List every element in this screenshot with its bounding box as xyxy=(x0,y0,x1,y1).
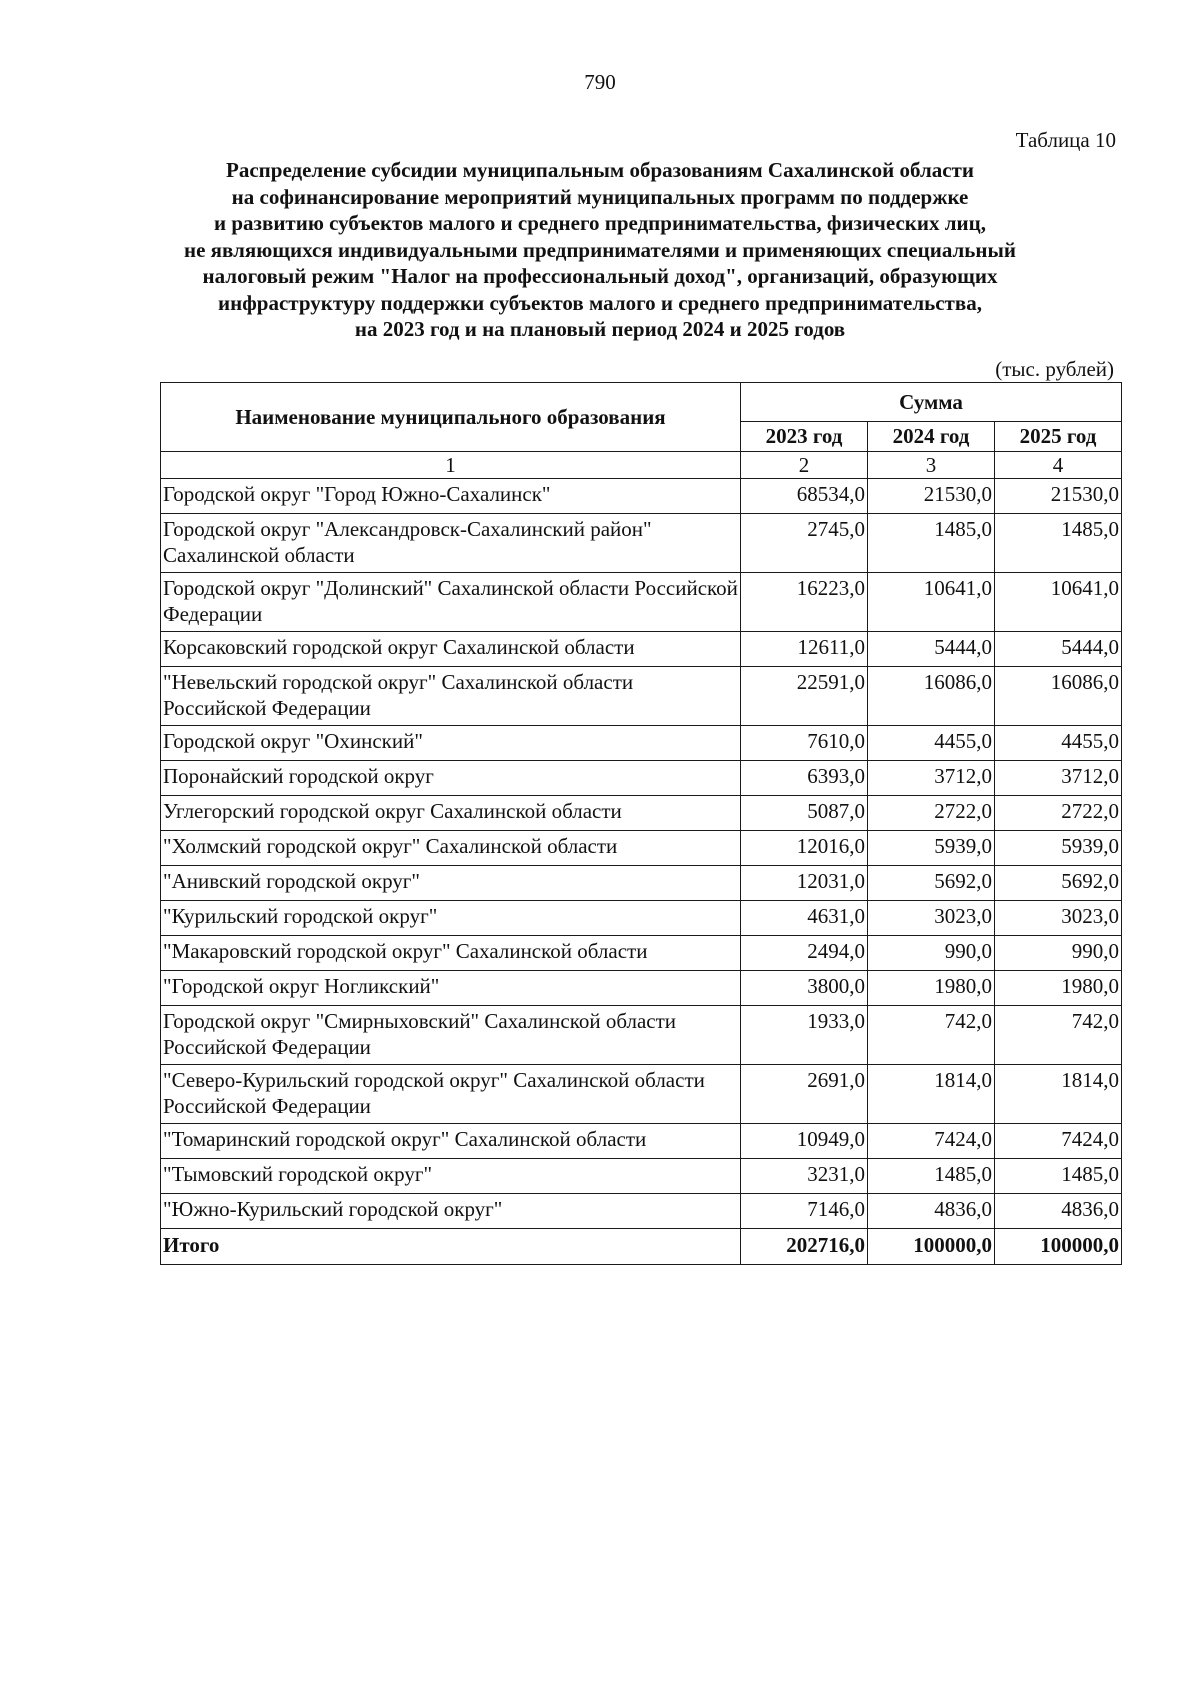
table-row xyxy=(161,1006,1122,1065)
subsidy-table xyxy=(160,382,1122,1265)
municipality-name: Поронайский городской округ xyxy=(161,761,741,796)
amount-2025: 5939,0 xyxy=(995,831,1122,866)
table-number: Таблица 10 xyxy=(1015,128,1116,152)
municipality-name: "Томаринский городской округ" Сахалинской области xyxy=(161,1124,741,1159)
column-index: 2 xyxy=(741,452,868,479)
amount-2023: 12611,0 xyxy=(741,632,868,667)
amount-2024: 3712,0 xyxy=(868,761,995,796)
amount-2023: 3800,0 xyxy=(741,971,868,1006)
amount-2024: 16086,0 xyxy=(868,667,995,726)
amount-2023: 3231,0 xyxy=(741,1159,868,1194)
amount-2024: 1980,0 xyxy=(868,971,995,1006)
amount-2023: 6393,0 xyxy=(741,761,868,796)
amount-2025: 4836,0 xyxy=(995,1194,1122,1229)
title-line: налоговый режим "Налог на профессиональный доход", организаций, образующих xyxy=(202,264,998,288)
title-line: на 2023 год и на плановый период 2024 и 2025 годов xyxy=(354,317,846,341)
municipality-name: "Городской округ Ногликский" xyxy=(161,971,741,1006)
amount-2023: 2494,0 xyxy=(741,936,868,971)
column-index: 3 xyxy=(868,452,995,479)
municipality-name: Корсаковский городской округ Сахалинской области xyxy=(161,632,741,667)
amount-2025: 1485,0 xyxy=(995,514,1122,573)
total-label: Итого xyxy=(161,1229,741,1265)
table-row xyxy=(161,667,1122,726)
municipality-name: "Тымовский городской округ" xyxy=(161,1159,741,1194)
amount-2023: 2691,0 xyxy=(741,1065,868,1124)
table-row xyxy=(161,1065,1122,1124)
table-row xyxy=(161,796,1122,831)
municipality-name: "Южно-Курильский городской округ" xyxy=(161,1194,741,1229)
amount-2025: 3712,0 xyxy=(995,761,1122,796)
amount-2024: 742,0 xyxy=(868,1006,995,1065)
table-row xyxy=(161,761,1122,796)
table-row xyxy=(161,1124,1122,1159)
table-row xyxy=(161,971,1122,1006)
amount-2025: 7424,0 xyxy=(995,1124,1122,1159)
municipality-name: "Курильский городской округ" xyxy=(161,901,741,936)
units-label: (тыс. рублей) xyxy=(995,357,1114,381)
table-row xyxy=(161,1159,1122,1194)
municipality-name: Городской округ "Александровск-Сахалинский район" Сахалинской области xyxy=(161,514,741,573)
table-row xyxy=(161,866,1122,901)
amount-2024: 5444,0 xyxy=(868,632,995,667)
total-2025: 100000,0 xyxy=(995,1229,1122,1265)
amount-2025: 3023,0 xyxy=(995,901,1122,936)
table-row xyxy=(161,514,1122,573)
amount-2024: 5692,0 xyxy=(868,866,995,901)
amount-2023: 12016,0 xyxy=(741,831,868,866)
amount-2025: 1980,0 xyxy=(995,971,1122,1006)
amount-2025: 21530,0 xyxy=(995,479,1122,514)
amount-2025: 5444,0 xyxy=(995,632,1122,667)
amount-2024: 5939,0 xyxy=(868,831,995,866)
municipality-name: Городской округ "Смирныховский" Сахалинской области Российской Федерации xyxy=(161,1006,741,1065)
amount-2025: 990,0 xyxy=(995,936,1122,971)
header-sum: Сумма xyxy=(741,383,1122,422)
amount-2025: 742,0 xyxy=(995,1006,1122,1065)
amount-2023: 16223,0 xyxy=(741,573,868,632)
amount-2024: 7424,0 xyxy=(868,1124,995,1159)
amount-2024: 1485,0 xyxy=(868,514,995,573)
title-line: не являющихся индивидуальными предпринимателями и применяющих специальный xyxy=(184,237,1016,262)
table-row xyxy=(161,901,1122,936)
amount-2025: 10641,0 xyxy=(995,573,1122,632)
table-row xyxy=(161,1194,1122,1229)
header-year-2023: 2023 год xyxy=(741,421,868,451)
amount-2023: 68534,0 xyxy=(741,479,868,514)
amount-2023: 22591,0 xyxy=(741,667,868,726)
title-line: на софинансирование мероприятий муниципальных программ по поддержке xyxy=(231,184,969,209)
total-row xyxy=(161,1229,1122,1265)
amount-2023: 5087,0 xyxy=(741,796,868,831)
municipality-name: Городской округ "Город Южно-Сахалинск" xyxy=(161,479,741,514)
amount-2024: 3023,0 xyxy=(868,901,995,936)
amount-2024: 2722,0 xyxy=(868,796,995,831)
header-year-2024: 2024 год xyxy=(868,421,995,451)
amount-2023: 12031,0 xyxy=(741,866,868,901)
total-2024: 100000,0 xyxy=(868,1229,995,1265)
table-row xyxy=(161,573,1122,632)
document-title xyxy=(100,157,1100,343)
table-row xyxy=(161,831,1122,866)
amount-2024: 4455,0 xyxy=(868,726,995,761)
amount-2025: 2722,0 xyxy=(995,796,1122,831)
amount-2023: 1933,0 xyxy=(741,1006,868,1065)
title-line: Распределение субсидии муниципальным образованиям Сахалинской области xyxy=(226,158,974,182)
amount-2023: 2745,0 xyxy=(741,514,868,573)
header-municipality: Наименование муниципального образования xyxy=(161,383,741,452)
amount-2024: 990,0 xyxy=(868,936,995,971)
amount-2024: 4836,0 xyxy=(868,1194,995,1229)
title-line: инфраструктуру поддержки субъектов малого и среднего предпринимательства, xyxy=(218,290,982,315)
column-index: 4 xyxy=(995,452,1122,479)
amount-2024: 1485,0 xyxy=(868,1159,995,1194)
municipality-name: "Невельский городской округ" Сахалинской области Российской Федерации xyxy=(161,667,741,726)
title-line: и развитию субъектов малого и среднего предпринимательства, физических лиц, xyxy=(214,211,986,235)
column-index: 1 xyxy=(161,452,741,479)
municipality-name: "Холмский городской округ" Сахалинской области xyxy=(161,831,741,866)
amount-2023: 7610,0 xyxy=(741,726,868,761)
municipality-name: "Макаровский городской округ" Сахалинской области xyxy=(161,936,741,971)
municipality-name: "Северо-Курильский городской округ" Сахалинской области Российской Федерации xyxy=(161,1065,741,1124)
amount-2025: 1485,0 xyxy=(995,1159,1122,1194)
amount-2025: 16086,0 xyxy=(995,667,1122,726)
amount-2024: 1814,0 xyxy=(868,1065,995,1124)
amount-2023: 10949,0 xyxy=(741,1124,868,1159)
header-year-2025: 2025 год xyxy=(995,421,1122,451)
amount-2025: 1814,0 xyxy=(995,1065,1122,1124)
municipality-name: "Анивский городской округ" xyxy=(161,866,741,901)
amount-2025: 4455,0 xyxy=(995,726,1122,761)
amount-2024: 10641,0 xyxy=(868,573,995,632)
municipality-name: Углегорский городской округ Сахалинской области xyxy=(161,796,741,831)
municipality-name: Городской округ "Охинский" xyxy=(161,726,741,761)
total-2023: 202716,0 xyxy=(741,1229,868,1265)
amount-2025: 5692,0 xyxy=(995,866,1122,901)
amount-2023: 7146,0 xyxy=(741,1194,868,1229)
table-row xyxy=(161,936,1122,971)
amount-2024: 21530,0 xyxy=(868,479,995,514)
municipality-name: Городской округ "Долинский" Сахалинской области Российской Федерации xyxy=(161,573,741,632)
amount-2023: 4631,0 xyxy=(741,901,868,936)
table-row xyxy=(161,726,1122,761)
table-row xyxy=(161,632,1122,667)
table-row xyxy=(161,479,1122,514)
page-number: 790 xyxy=(584,70,616,94)
